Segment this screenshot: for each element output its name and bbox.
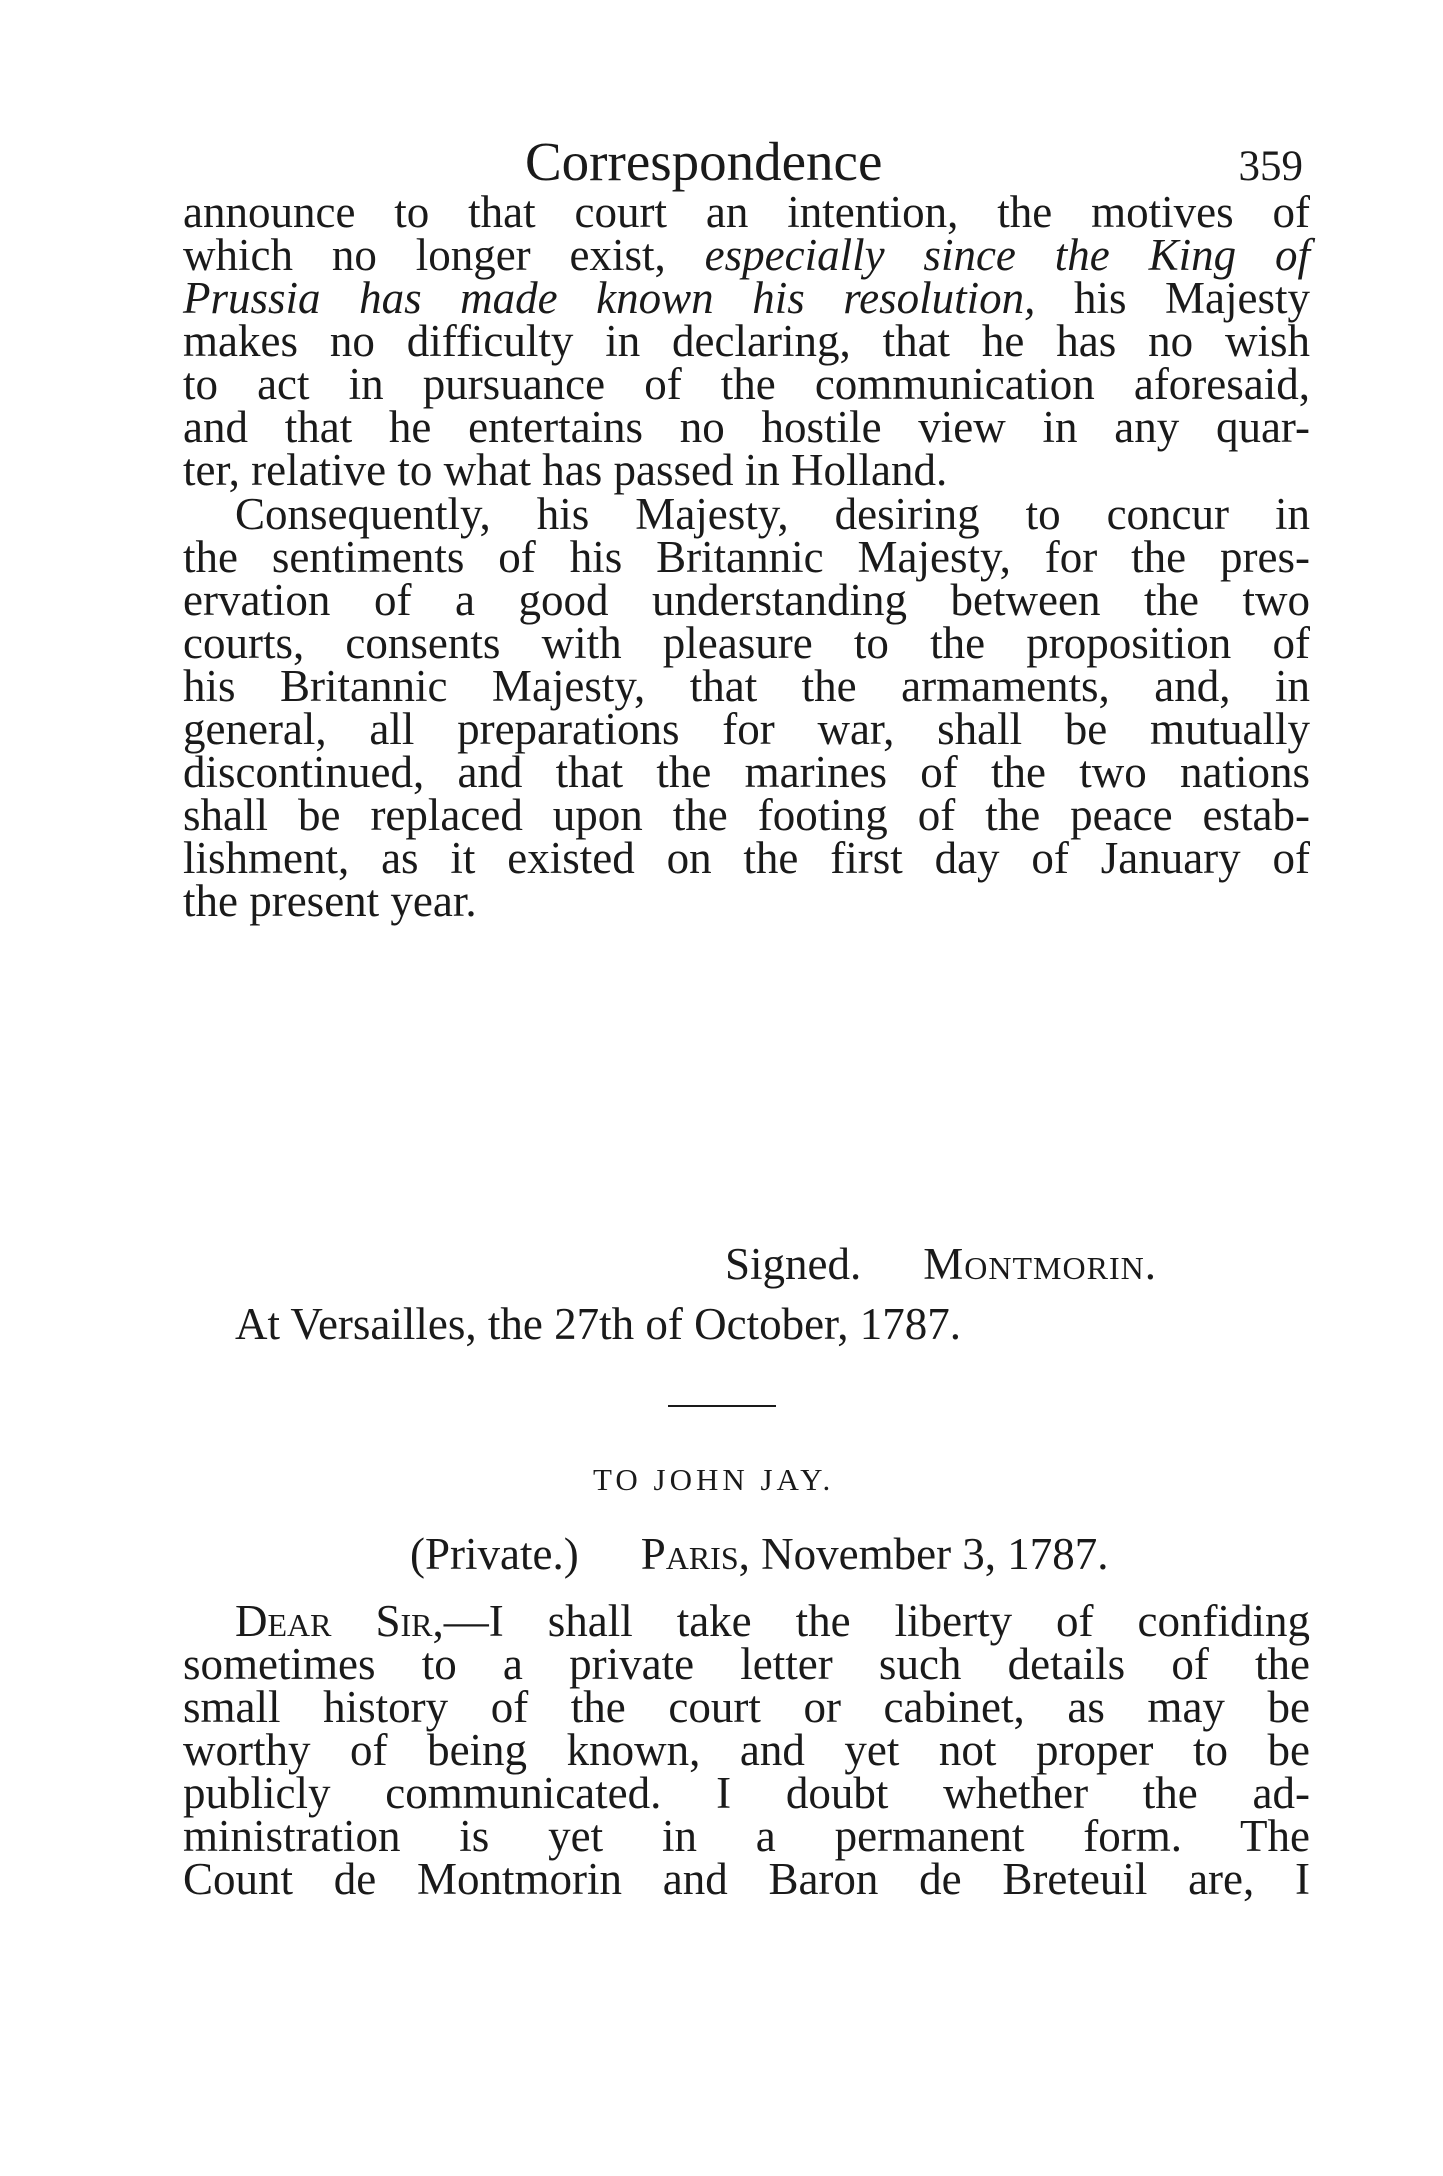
signed-label: Signed. [725, 1239, 862, 1289]
text-line: Consequently, his Majesty, desiring to concur in [235, 489, 1310, 539]
italic-text: especially since the King of [704, 230, 1310, 280]
text-line: Count de Montmorin and Baron de Breteuil are, I [183, 1854, 1310, 1904]
text-line: worthy of being known, and yet not proper to be [183, 1725, 1310, 1775]
text-run: his Majesty [1035, 273, 1310, 323]
text-line: the present year. [183, 876, 477, 926]
section-divider [668, 1405, 776, 1407]
text-line: ministration is yet in a permanent form. The [183, 1811, 1310, 1861]
text-line: discontinued, and that the marines of the two nations [183, 747, 1310, 797]
text-line: shall be replaced upon the footing of the peace estab- [183, 790, 1310, 840]
salutation: Dear Sir, [235, 1596, 444, 1646]
text-line: publicly communicated. I doubt whether the ad- [183, 1768, 1310, 1818]
dateline: At Versailles, the 27th of October, 1787. [235, 1299, 961, 1349]
text-line: the sentiments of his Britannic Majesty, for the pres- [183, 532, 1310, 582]
letter-date: November 3, 1787. [749, 1529, 1109, 1579]
text-line: lishment, as it existed on the first day of January of [183, 833, 1310, 883]
text-line: his Britannic Majesty, that the armaments, and, in [183, 661, 1310, 711]
text-line: makes no difficulty in declaring, that he has no wish [183, 316, 1310, 366]
text-line: small history of the court or cabinet, as may be [183, 1682, 1310, 1732]
private-note: (Private.) [410, 1529, 579, 1579]
running-head-title: Correspondence [525, 131, 883, 192]
letter-place: Paris, [640, 1529, 750, 1579]
letter-heading: TO JOHN JAY. [593, 1462, 835, 1497]
text-line: general, all preparations for war, shall be mutually [183, 704, 1310, 754]
text-line: ter, relative to what has passed in Holland. [183, 445, 948, 495]
text-line: courts, consents with pleasure to the proposition of [183, 618, 1310, 668]
signature-line [725, 1235, 1157, 1293]
signatory-name: Montmorin. [923, 1239, 1157, 1289]
letter-place-date [410, 1525, 1109, 1583]
text-line: announce to that court an intention, the motives of [183, 187, 1310, 237]
text-run: which no longer exist, [183, 230, 705, 280]
text-run: —I shall take the liberty of confiding [443, 1596, 1310, 1646]
text-line: and that he entertains no hostile view in any quar- [183, 402, 1310, 452]
text-line: ervation of a good understanding between the two [183, 575, 1310, 625]
text-line: to act in pursuance of the communication aforesaid, [183, 359, 1310, 409]
text-line: sometimes to a private letter such details of the [183, 1639, 1310, 1689]
page-number: 359 [1238, 143, 1303, 190]
italic-text: Prussia has made known his resolution, [183, 273, 1036, 323]
